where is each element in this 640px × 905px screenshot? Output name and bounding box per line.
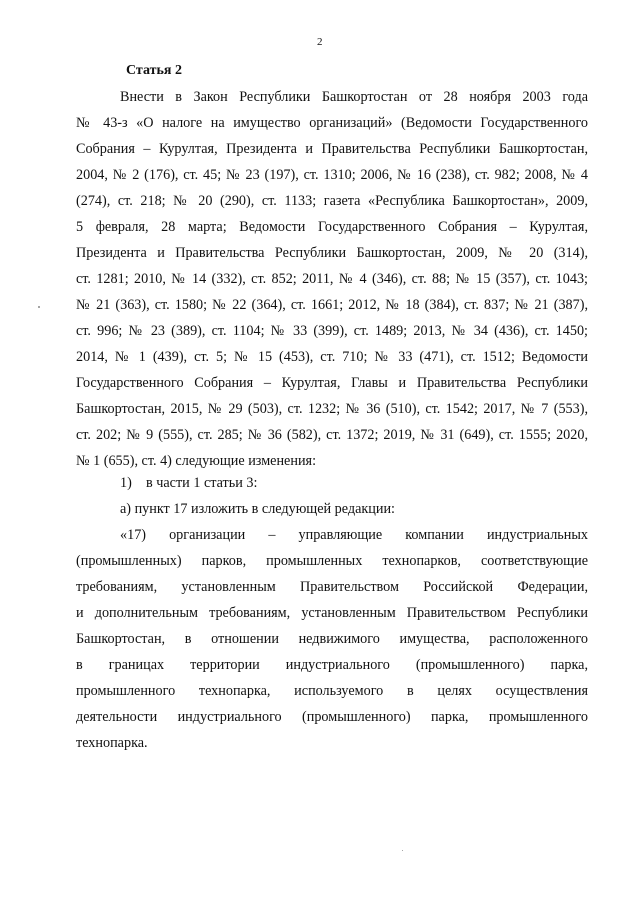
page-number: 2 (317, 36, 323, 48)
paragraph-line: деятельности индустриального (промышленного) парка, промышленного (76, 709, 588, 725)
paragraph-line: Башкортостан, в отношении недвижимого имущества, расположенного (76, 631, 588, 647)
paragraph-line: 5 февраля, 28 марта; Ведомости Государственного Собрания – Курултая, (76, 219, 588, 235)
paragraph-line: № 1 (655), ст. 4) следующие изменения: (76, 453, 317, 469)
list-item-number: 1) (120, 475, 132, 491)
paragraph-line: Собрания – Курултая, Президента и Правительства Республики Башкортостан, (76, 141, 588, 157)
paragraph-line: 2004, № 2 (176), ст. 45; № 23 (197), ст. 1310; 2006, № 16 (238), ст. 982; 2008, № 4 (76, 167, 588, 183)
paragraph-line: промышленного технопарка, используемого в целях осуществления (76, 683, 588, 699)
quoted-paragraph (76, 522, 588, 756)
paragraph-line: технопарка. (76, 735, 148, 751)
scan-speck (38, 306, 40, 308)
paragraph-line: ст. 1281; 2010, № 14 (332), ст. 852; 2011, № 4 (346), ст. 88; № 15 (357), ст. 1043; (76, 271, 588, 287)
article-title: Статья 2 (126, 63, 182, 78)
paragraph-line: № 21 (363), ст. 1580; № 22 (364), ст. 1661; 2012, № 18 (384), ст. 837; № 21 (387), (76, 297, 588, 313)
list-item-text: в части 1 статьи 3: (146, 475, 258, 491)
paragraph-line: ст. 202; № 9 (555), ст. 285; № 36 (582), ст. 1372; 2019, № 31 (649), ст. 1555; 2020, (76, 427, 588, 443)
paragraph-line: в границах территории индустриального (промышленного) парка, (76, 657, 588, 673)
sub-item-a: а) пункт 17 изложить в следующей редакции: (120, 501, 395, 517)
main-paragraph (76, 84, 588, 474)
paragraph-line: ст. 996; № 23 (389), ст. 1104; № 33 (399), ст. 1489; 2013, № 34 (436), ст. 1450; (76, 323, 588, 339)
scan-speck (402, 850, 403, 851)
paragraph-line: 2014, № 1 (439), ст. 5; № 15 (453), ст. 710; № 33 (471), ст. 1512; Ведомости (76, 349, 588, 365)
paragraph-line: Президента и Правительства Республики Башкортостан, 2009, № 20 (314), (76, 245, 588, 261)
paragraph-line: (промышленных) парков, промышленных технопарков, соответствующие (76, 553, 588, 569)
paragraph-line: (274), ст. 218; № 20 (290), ст. 1133; газета «Республика Башкортостан», 2009, (76, 193, 588, 209)
paragraph-line: Государственного Собрания – Курултая, Главы и Правительства Республики (76, 375, 588, 391)
paragraph-line: Башкортостан, 2015, № 29 (503), ст. 1232; № 36 (510), ст. 1542; 2017, № 7 (553), (76, 401, 588, 417)
paragraph-line: «17) организации – управляющие компании индустриальных (120, 527, 588, 543)
paragraph-line: Внести в Закон Республики Башкортостан от 28 ноября 2003 года (120, 89, 588, 105)
paragraph-line: № 43-з «О налоге на имущество организаций» (Ведомости Государственного (76, 115, 588, 131)
paragraph-line: требованиям, установленным Правительством Российской Федерации, (76, 579, 588, 595)
paragraph-line: и дополнительным требованиям, установленным Правительством Республики (76, 605, 588, 621)
